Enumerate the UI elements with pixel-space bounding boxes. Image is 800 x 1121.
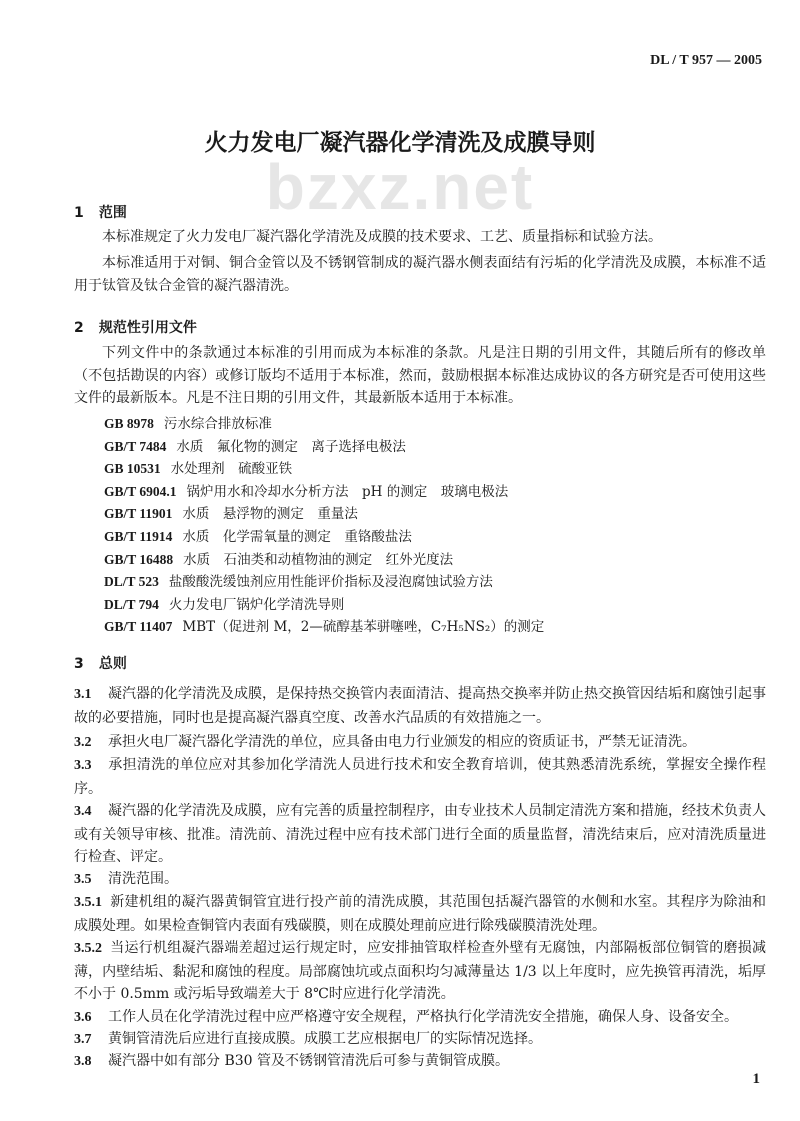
reference-name: 水质 悬浮物的测定 重量法: [182, 506, 358, 523]
clause-text: 新建机组的凝汽器黄铜管宜进行投产前的清洗成膜，其范围包括凝汽器管的水侧和水室。其程序为除油和成膜处理。如果检查铜管内表面有残碳膜，则在成膜处理前应进行除残碳膜清洗处理。: [74, 894, 766, 934]
section-2-paragraph-1: 下列文件中的条款通过本标准的引用而成为本标准的条款。凡是注日期的引用文件，其随后所有的修改单（不包括勘误的内容）或修订版均不适用于本标准，然而，鼓励根据本标准达成协议的各方研究是否可使用这些文件的最新版本。凡是不注日期的引用文件，其最新版本适用于本标准。: [74, 345, 766, 406]
list-item: [104, 549, 544, 572]
list-item: [104, 616, 544, 639]
reference-name: MBT（促进剂 M，2—硫醇基苯骈噻唑，C₇H₅NS₂）的测定: [182, 619, 545, 636]
clause-text: 黄铜管清洗后应进行直接成膜。成膜工艺应根据电厂的实际情况选择。: [108, 1031, 542, 1047]
clause-text: 工作人员在化学清洗过程中应严格遵守安全规程，严格执行化学清洗安全措施，确保人身、设备安全。: [108, 1009, 738, 1025]
list-item: [104, 526, 544, 549]
clause-text: 凝汽器的化学清洗及成膜，是保持热交换管内表面清洁、提高热交换率并防止热交换管因结垢和腐蚀引起事故的必要措施，同时也是提高凝汽器真空度、改善水汽品质的有效措施之一。: [74, 686, 766, 726]
clause-3-7: [74, 1028, 766, 1052]
clause-3-5-2: [74, 937, 766, 1006]
document-code: DL / T 957 — 2005: [650, 53, 762, 68]
section-1-heading: [74, 202, 127, 222]
clause-number: 3.6: [74, 1010, 92, 1025]
clause-number: 3.1: [74, 687, 92, 702]
reference-name: 火力发电厂锅炉化学清洗导则: [168, 596, 345, 613]
clause-text: 承担清洗的单位应对其参加化学清洗人员进行技术和安全教育培训，使其熟悉清洗系统，掌握安全操作程序。: [74, 757, 766, 797]
section-1-paragraph-2: 本标准适用于对铜、铜合金管以及不锈钢管制成的凝汽器水侧表面结有污垢的化学清洗及成膜，本标准不适用于钛管及钛合金管的凝汽器清洗。: [74, 255, 766, 294]
list-item: [104, 413, 544, 436]
clause-3-8: [74, 1050, 766, 1074]
section-title: 总则: [98, 656, 127, 672]
reference-name: 水处理剂 硫酸亚铁: [170, 461, 293, 478]
clause-3-2: [74, 731, 766, 755]
list-item: [104, 436, 544, 459]
clause-3-4: [74, 800, 766, 869]
list-item: [104, 571, 544, 594]
document-title: 火力发电厂凝汽器化学清洗及成膜导则: [204, 130, 596, 156]
section-number: 2: [74, 320, 84, 336]
reference-list: [104, 413, 544, 639]
clause-number: 3.5: [74, 872, 92, 887]
reference-code: GB/T 7484: [104, 438, 167, 454]
clause-number: 3.5.2: [74, 941, 102, 956]
reference-code: GB 8978: [104, 416, 154, 431]
list-item: [104, 503, 544, 526]
section-number: 1: [74, 205, 84, 221]
clause-number: 3.5.1: [74, 895, 102, 910]
section-3-heading: [74, 653, 127, 673]
clause-text: 凝汽器中如有部分 B30 管及不锈钢管清洗后可参与黄铜管成膜。: [108, 1053, 510, 1069]
clause-3-6: [74, 1006, 766, 1030]
reference-code: DL/T 794: [104, 596, 159, 612]
list-item: [104, 481, 544, 504]
clause-3-3: [74, 754, 766, 800]
page-number: 1: [752, 1071, 760, 1087]
clause-text: 凝汽器的化学清洗及成膜，应有完善的质量控制程序，由专业技术人员制定清洗方案和措施，经技术负责人或有关领导审核、批准。清洗前、清洗过程中应有技术部门进行全面的质量监督，清洗结束后，应对清洗质量进行检查、评定。: [74, 803, 766, 865]
reference-name: 锅炉用水和冷却水分析方法 pH 的测定 玻璃电极法: [186, 483, 509, 500]
reference-name: 水质 化学需氧量的测定 重铬酸盐法: [182, 528, 412, 545]
reference-name: 水质 石油类和动植物油的测定 红外光度法: [183, 551, 454, 568]
reference-name: 水质 氟化物的测定 离子选择电极法: [176, 438, 406, 455]
section-title: 范围: [98, 205, 127, 221]
watermark: bzxz.net: [265, 151, 535, 223]
reference-code: DL/T 523: [104, 574, 159, 590]
reference-name: 污水综合排放标准: [163, 416, 272, 432]
section-number: 3: [74, 656, 84, 672]
section-1-paragraph-1: 本标准规定了火力发电厂凝汽器化学清洗及成膜的技术要求、工艺、质量指标和试验方法。: [102, 229, 662, 245]
clause-number: 3.2: [74, 735, 92, 750]
clause-number: 3.8: [74, 1054, 92, 1069]
reference-code: GB/T 11901: [104, 506, 173, 522]
clause-text: 承担火电厂凝汽器化学清洗的单位，应具备由电力行业颁发的相应的资质证书，严禁无证清洗。: [108, 734, 696, 750]
reference-code: GB/T 6904.1: [104, 483, 177, 499]
clause-text: 当运行机组凝汽器端差超过运行规定时，应安排抽管取样检查外壁有无腐蚀，内部隔板部位铜管的磨损减薄，内壁结垢、黏泥和腐蚀的程度。局部腐蚀坑或点面积均匀减薄量达 1/3 以上年度时，应先换管再清洗，垢厚不小于 0.5mm 或污垢导致端差大于 8℃时应进行化学清洗。: [74, 940, 766, 1002]
reference-code: GB/T 11407: [104, 619, 173, 635]
section-2-heading: [74, 317, 197, 337]
clause-3-1: [74, 683, 766, 729]
reference-code: GB/T 16488: [104, 551, 174, 567]
reference-code: GB 10531: [104, 461, 161, 477]
clause-number: 3.7: [74, 1032, 92, 1047]
clause-number: 3.3: [74, 758, 92, 773]
clause-number: 3.4: [74, 804, 92, 819]
reference-name: 盐酸酸洗缓蚀剂应用性能评价指标及浸泡腐蚀试验方法: [168, 574, 493, 591]
clause-text: 清洗范围。: [108, 871, 178, 887]
clause-3-5: [74, 868, 766, 892]
list-item: [104, 458, 544, 481]
section-title: 规范性引用文件: [98, 320, 197, 336]
clause-3-5-1: [74, 891, 766, 937]
reference-code: GB/T 11914: [104, 528, 173, 544]
list-item: [104, 594, 544, 617]
